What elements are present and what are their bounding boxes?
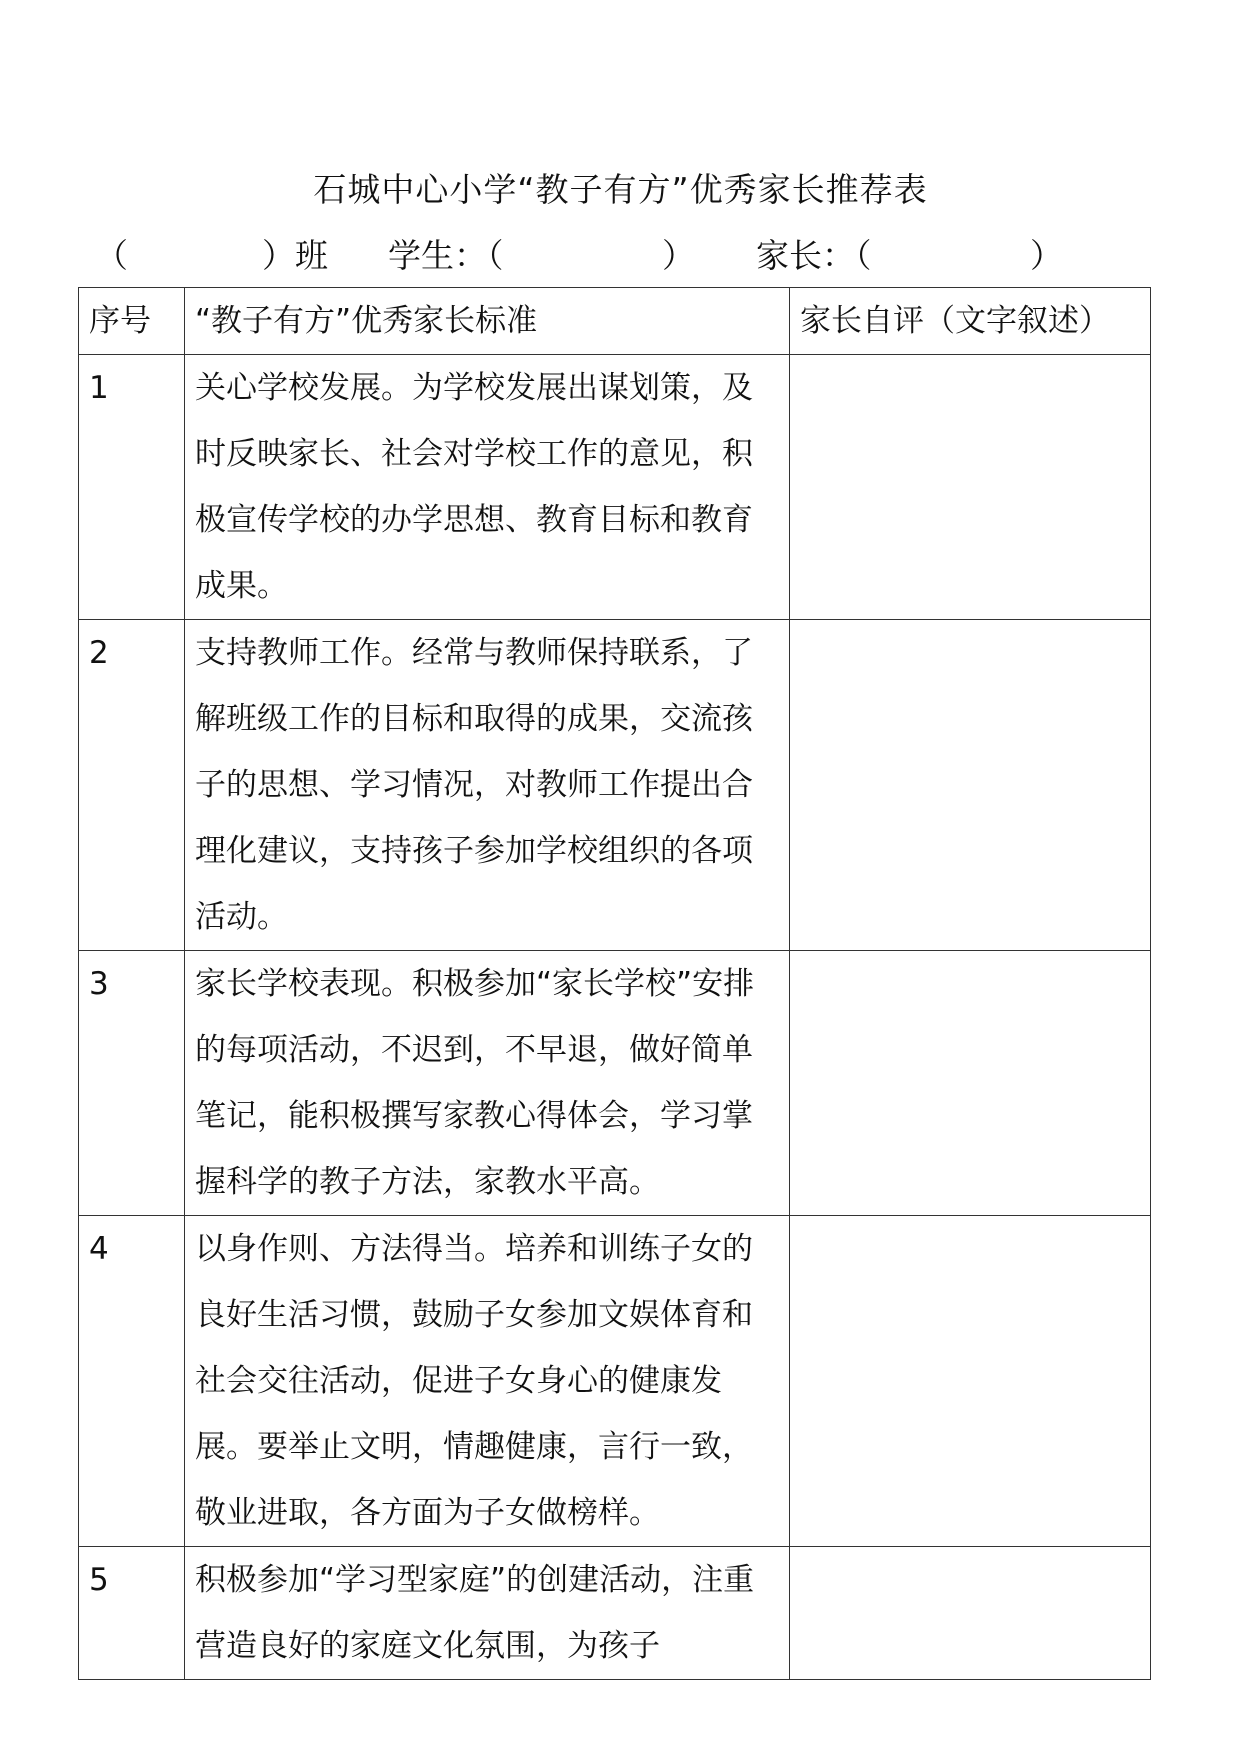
- row-number: 4: [79, 1216, 185, 1547]
- student-label: 学生：（: [388, 236, 504, 275]
- standard-text: 以身作则、方法得当。培养和训练子女的良好生活习惯，鼓励子女参加文娱体育和社会交往活动，促进子女身心的健康发展。要举止文明，情趣健康，言行一致，敬业进取，各方面为子女做榜样。: [185, 1216, 790, 1547]
- self-eval-field[interactable]: [790, 355, 1151, 620]
- parent-label: 家长：（: [756, 236, 872, 275]
- table-row: [79, 1216, 1151, 1547]
- standard-text: 积极参加“学习型家庭”的创建活动，注重营造良好的家庭文化氛围，为孩子: [185, 1547, 790, 1680]
- table-row: [79, 355, 1151, 620]
- row-number: 5: [79, 1547, 185, 1680]
- header-self-eval: 家长自评（文字叙述）: [790, 288, 1151, 355]
- info-line: [0, 232, 1241, 280]
- row-number: 2: [79, 620, 185, 951]
- header-no: 序号: [79, 288, 185, 355]
- page-title: 石城中心小学“教子有方”优秀家长推荐表: [313, 170, 928, 209]
- self-eval-field[interactable]: [790, 620, 1151, 951]
- parent-close-paren: ）: [1030, 236, 1063, 275]
- self-eval-field[interactable]: [790, 1216, 1151, 1547]
- standard-text: 支持教师工作。经常与教师保持联系，了解班级工作的目标和取得的成果，交流孩子的思想、学习情况，对教师工作提出合理化建议，支持孩子参加学校组织的各项活动。: [185, 620, 790, 951]
- header-standard: “教子有方”优秀家长标准: [185, 288, 790, 355]
- table-row: [79, 620, 1151, 951]
- class-label: ）班: [262, 236, 328, 275]
- row-number: 3: [79, 951, 185, 1216]
- table-row: [79, 1547, 1151, 1680]
- table-row: [79, 951, 1151, 1216]
- table-header-row: [79, 288, 1151, 355]
- standard-text: 家长学校表现。积极参加“家长学校”安排的每项活动，不迟到，不早退，做好简单笔记，能积极撰写家教心得体会，学习掌握科学的教子方法，家教水平高。: [185, 951, 790, 1216]
- student-close-paren: ）: [662, 236, 695, 275]
- self-eval-field[interactable]: [790, 1547, 1151, 1680]
- row-number: 1: [79, 355, 185, 620]
- standard-text: 关心学校发展。为学校发展出谋划策，及时反映家长、社会对学校工作的意见，积极宣传学校的办学思想、教育目标和教育成果。: [185, 355, 790, 620]
- self-eval-field[interactable]: [790, 951, 1151, 1216]
- recommendation-table: [78, 287, 1151, 1680]
- class-open-paren: （: [95, 236, 128, 275]
